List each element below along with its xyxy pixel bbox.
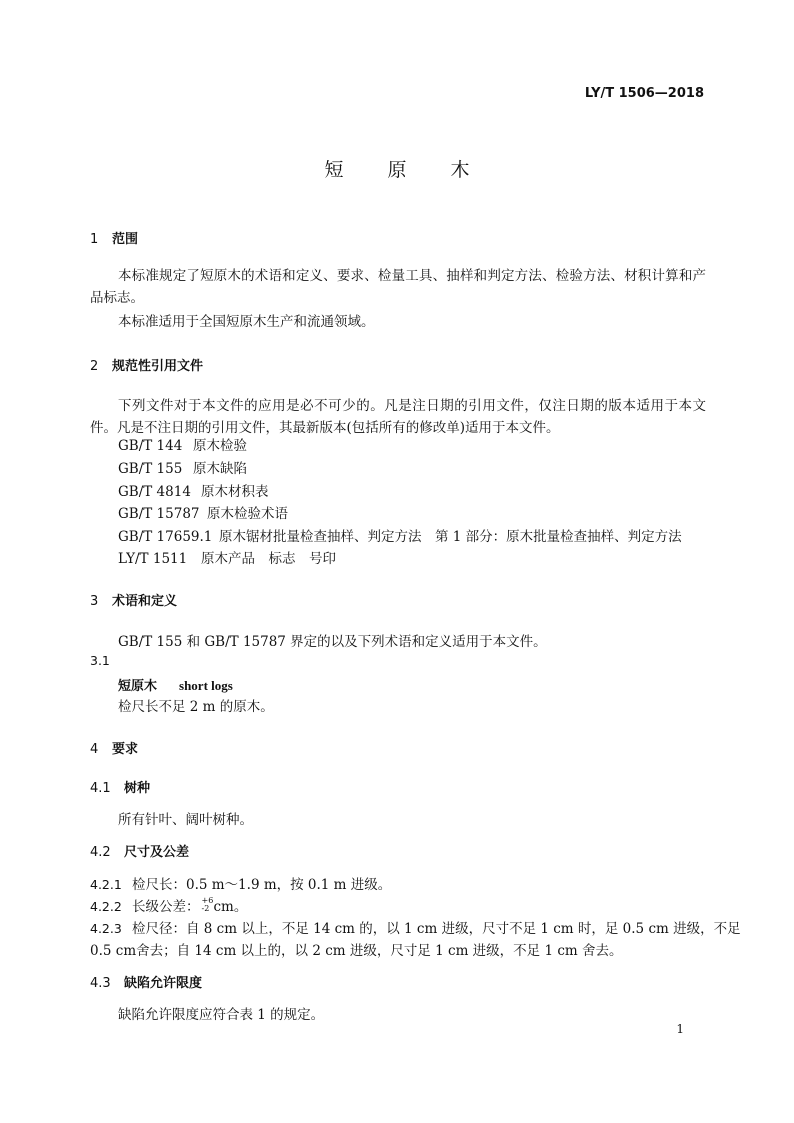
clause-unit: cm。 [213,899,248,915]
section-4-2-heading [90,841,189,860]
tolerance-value: +6 -2 [201,896,214,913]
section-title: 尺寸及公差 [124,845,190,860]
page-number: 1 [676,1022,684,1036]
clause-4-2-3-continuation: 0.5 cm舍去；自 14 cm 以上的，以 2 cm 进级，尺寸足 1 cm 进级，不足 1 cm 舍去。 [90,943,623,959]
reference-item [118,502,288,522]
section-1-heading [90,228,138,247]
reference-code: GB/T 144 [118,438,183,454]
term-english: short logs [179,678,233,693]
section-3-intro: GB/T 155 和 GB/T 15787 界定的以及下列术语和定义适用于本文件。 [118,634,547,650]
reference-item [118,457,247,477]
section-1-paragraph-2: 本标准适用于全国短原木生产和流通领域。 [118,314,375,330]
term-chinese: 短原木 [118,679,158,694]
reference-title: 原木缺陷 [193,461,247,477]
section-4-3-heading [90,972,202,991]
term-number: 3.1 [90,653,110,668]
reference-title: 原木材积表 [201,484,269,500]
title-char-3: 木 [450,159,470,181]
reference-title: 原木锯材批量检查抽样、判定方法 第 1 部分：原木批量检查抽样、判定方法 [219,529,682,545]
section-title: 范围 [112,232,139,247]
reference-code: GB/T 15787 [118,506,200,522]
reference-code: LY/T 1511 [118,551,188,567]
section-number: 1 [90,232,99,247]
reference-code: GB/T 17659.1 [118,529,213,545]
clause-number: 4.2.3 [90,921,122,936]
term-definition: 检尺长不足 2 m 的原木。 [118,699,274,715]
clause-4-2-3 [90,917,741,937]
clause-number: 4.2.2 [90,899,122,914]
reference-code: GB/T 4814 [118,484,191,500]
section-number: 4.2 [90,845,111,860]
section-4-3-text: 缺陷允许限度应符合表 1 的规定。 [118,1007,325,1023]
section-4-1-text: 所有针叶、阔叶树种。 [118,812,253,828]
section-1-paragraph-1: 本标准规定了短原木的术语和定义、要求、检量工具、抽样和判定方法、检验方法、材积计算和产品标志。 [90,268,706,306]
clause-number: 4.2.1 [90,877,122,892]
clause-prefix: 长级公差： [132,899,200,915]
section-title: 规范性引用文件 [112,359,204,374]
section-2-intro: 下列文件对于本文件的应用是必不可少的。凡是注日期的引用文件，仅注日期的版本适用于本文件。凡是不注日期的引用文件，其最新版本(包括所有的修改单)适用于本文件。 [90,398,706,436]
reference-code: GB/T 155 [118,461,183,477]
standard-number: LY/T 1506—2018 [584,86,704,101]
section-3-heading [90,590,177,609]
section-number: 4 [90,742,99,757]
section-2-heading [90,355,203,374]
reference-title: 原木产品 标志 号印 [201,551,336,567]
clause-4-2-2 [90,895,247,915]
clause-text: 检尺长：0.5 m～1.9 m，按 0.1 m 进级。 [132,877,392,893]
reference-item [118,480,269,500]
clause-text: 检尺径：自 8 cm 以上，不足 14 cm 的，以 1 cm 进级，尺寸不足 1 cm 时，足 0.5 cm 进级，不足 [132,921,741,937]
section-number: 4.1 [90,781,111,796]
title-char-1: 短 [324,159,344,181]
section-number: 2 [90,359,99,374]
section-title: 要求 [112,742,139,757]
section-title: 术语和定义 [112,594,178,609]
section-number: 4.3 [90,976,111,991]
reference-item [118,434,247,454]
section-number: 3 [90,594,99,609]
title-char-2: 原 [387,159,407,181]
section-title: 缺陷允许限度 [124,976,203,991]
document-title [0,155,794,182]
reference-item [118,547,336,567]
reference-item [118,525,682,545]
term-entry [118,675,233,694]
section-4-1-heading [90,777,150,796]
clause-4-2-1 [90,873,391,893]
reference-title: 原木检验 [193,438,247,454]
reference-title: 原木检验术语 [207,506,288,522]
section-title: 树种 [124,781,151,796]
section-4-heading [90,738,138,757]
